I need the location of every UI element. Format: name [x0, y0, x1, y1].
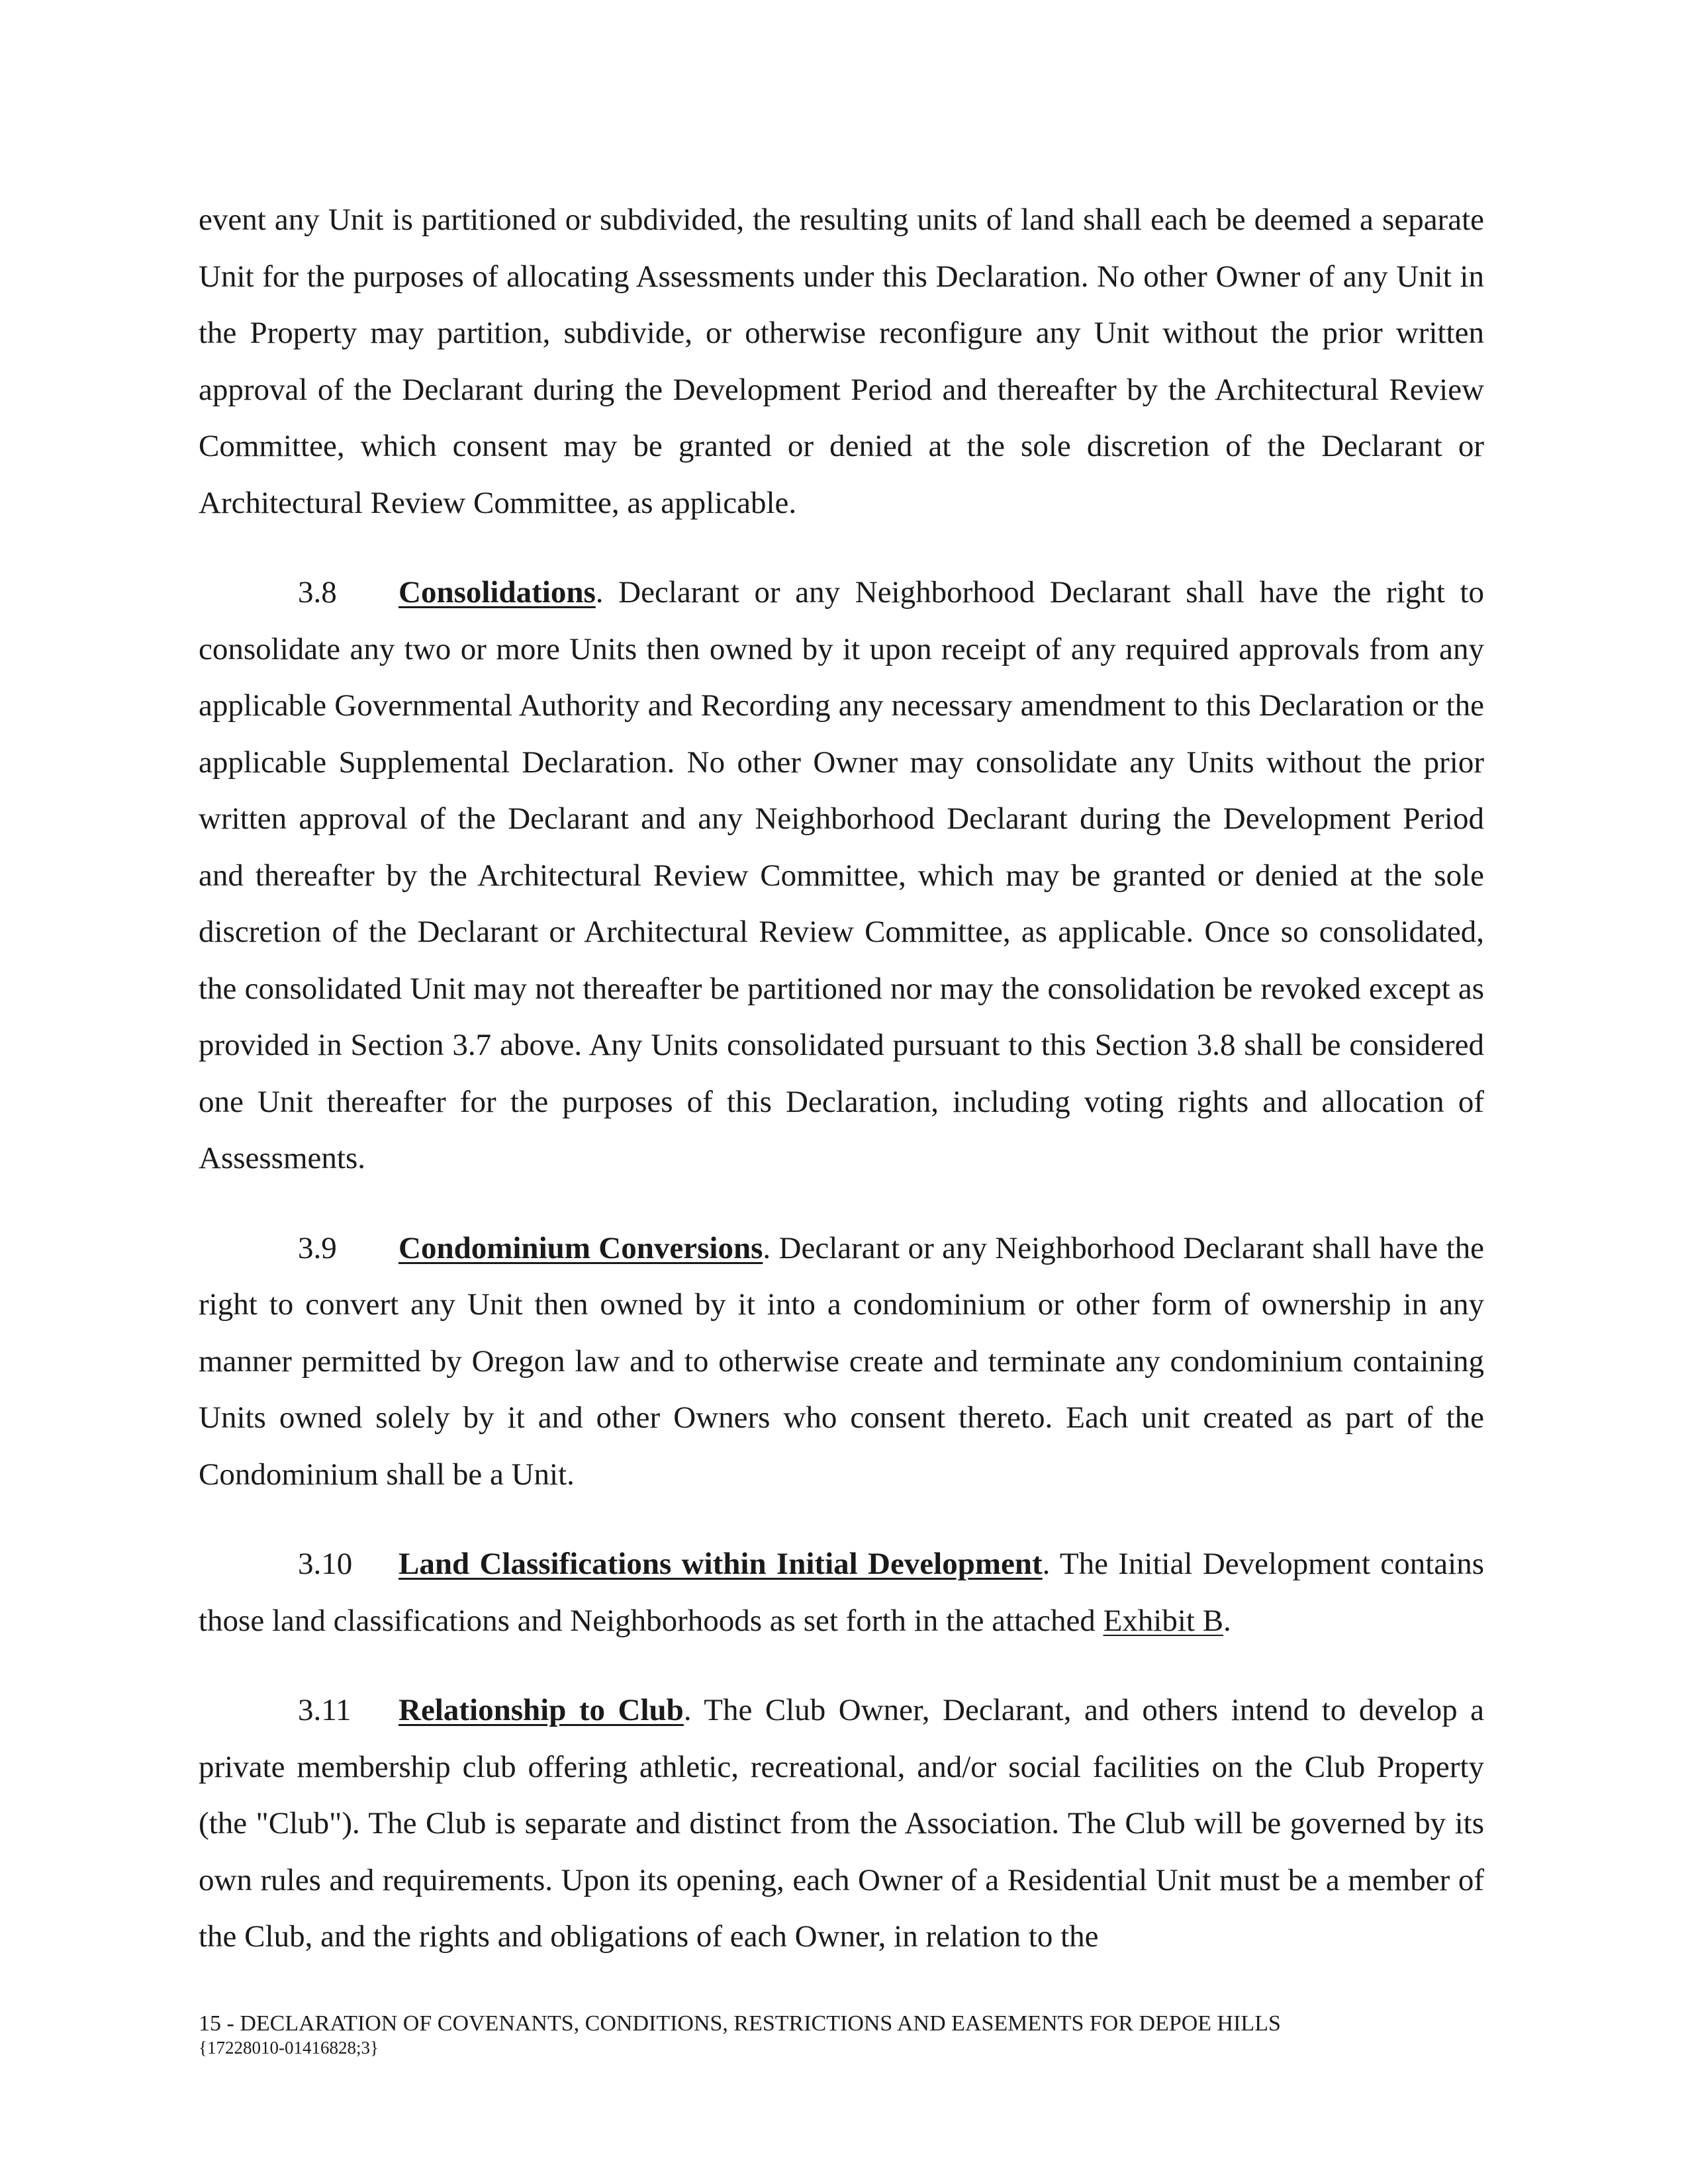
section-title: Condominium Conversions	[399, 1230, 763, 1265]
section-number: 3.9	[298, 1230, 337, 1265]
section-3-8	[199, 565, 1484, 1187]
section-body: . Declarant or any Neighborhood Declarant shall have the right to convert any Unit then owned by it into a condominium or other form of ownership in any manner permitted by Oregon law and to otherwise create and terminate any condominium containing Units owned solely by it and other Owners who consent thereto. Each unit created as part of the Condominium shall be a Unit.	[199, 1230, 1484, 1492]
exhibit-reference: Exhibit B	[1103, 1603, 1224, 1638]
section-end: .	[1223, 1603, 1231, 1638]
page-footer	[199, 2011, 1484, 2058]
section-title: Consolidations	[399, 575, 596, 610]
section-3-11	[199, 1682, 1484, 1966]
section-title: Land Classifications within Initial Development	[399, 1547, 1043, 1581]
paragraph-continued: event any Unit is partitioned or subdivided, the resulting units of land shall each be deemed a separate Unit for the purposes of allocating Assessments under this Declaration. No other Owner of any Unit in the Property may partition, subdivide, or otherwise reconfigure any Unit without the prior written approval of the Declarant during the Development Period and thereafter by the Architectural Review Committee, which consent may be granted or denied at the sole discretion of the Declarant or Architectural Review Committee, as applicable.	[199, 203, 1484, 520]
section-body: . The Club Owner, Declarant, and others intend to develop a private membership club offering athletic, recreational, and/or social facilities on the Club Property (the "Club"). The Club is separate and distinct from the Association. The Club will be governed by its own rules and requirements. Upon its opening, each Owner of a Residential Unit must be a member of the Club, and the rights and obligations of each Owner, in relation to the	[199, 1693, 1484, 1954]
footer-doc-id: {17228010-01416828;3}	[199, 2038, 379, 2058]
section-3-9	[199, 1220, 1484, 1504]
section-title: Relationship to Club	[399, 1693, 684, 1727]
section-number: 3.10	[298, 1547, 353, 1581]
section-body: . The Initial Development contains those land classifications and Neighborhoods as set forth in the attached	[199, 1547, 1484, 1638]
section-3-10	[199, 1536, 1484, 1649]
footer-title: 15 - DECLARATION OF COVENANTS, CONDITIONS, RESTRICTIONS AND EASEMENTS FOR DEPOE HILLS	[199, 2011, 1281, 2036]
section-number: 3.8	[298, 575, 337, 610]
section-body: . Declarant or any Neighborhood Declarant shall have the right to consolidate any two or more Units then owned by it upon receipt of any required approvals from any applicable Governmental Authority and Recording any necessary amendment to this Declaration or the applicable Supplemental Declaration. No other Owner may consolidate any Units without the prior written approval of the Declarant and any Neighborhood Declarant during the Development Period and thereafter by the Architectural Review Committee, which may be granted or denied at the sole discretion of the Declarant or Architectural Review Committee, as applicable. Once so consolidated, the consolidated Unit may not thereafter be partitioned nor may the consolidation be revoked except as provided in Section 3.7 above. Any Units consolidated pursuant to this Section 3.8 shall be considered one Unit thereafter for the purposes of this Declaration, including voting rights and allocation of Assessments.	[199, 575, 1484, 1175]
section-number: 3.11	[298, 1693, 352, 1727]
document-body	[199, 192, 1484, 1966]
